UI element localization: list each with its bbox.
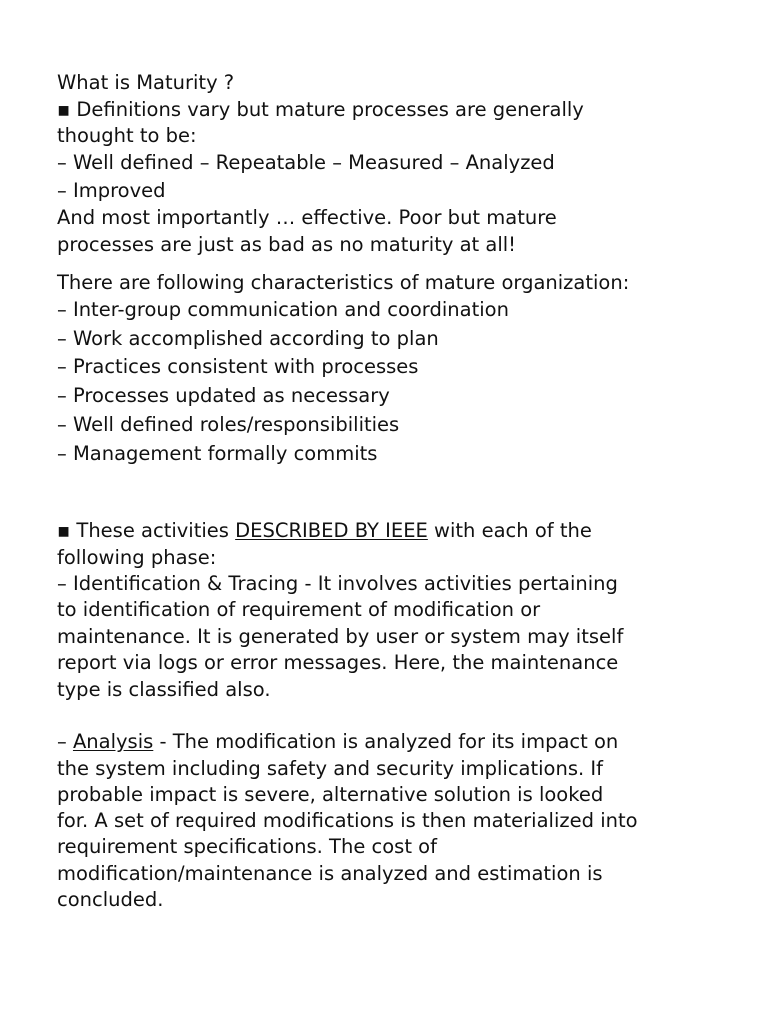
qualities-line-1: – Well defined – Repeatable – Measured – Analyzed (57, 151, 555, 174)
analysis-link[interactable]: Analysis (72, 730, 154, 753)
characteristic-item: – Management formally commits (57, 442, 378, 465)
identification-line: – Identification & Tracing - It involves activities pertaining (57, 572, 618, 595)
analysis-line: concluded. (57, 888, 164, 911)
analysis-line: the system including safety and security implications. If (57, 757, 604, 780)
note-line-1: And most importantly … effective. Poor but mature (57, 206, 557, 229)
analysis-line: requirement specifications. The cost of (57, 835, 437, 858)
qualities-line-2: – Improved (57, 179, 166, 202)
analysis-line: probable impact is severe, alternative solution is looked (57, 783, 604, 806)
ieee-line-1-prefix: ▪ These activities (57, 519, 236, 542)
characteristic-item: – Inter-group communication and coordination (57, 298, 509, 321)
ieee-line-1 (57, 521, 592, 541)
characteristic-item: – Processes updated as necessary (57, 384, 390, 407)
characteristic-item: – Practices consistent with processes (57, 355, 419, 378)
analysis-prefix: – (57, 730, 73, 753)
identification-line: type is classified also. (57, 678, 271, 701)
analysis-line: modification/maintenance is analyzed and estimation is (57, 862, 603, 885)
identification-line: to identification of requirement of modification or (57, 598, 541, 621)
analysis-line-1-suffix: - The modification is analyzed for its impact on (153, 730, 619, 753)
characteristic-item: – Work accomplished according to plan (57, 327, 439, 350)
definition-line-1: ▪ Definitions vary but mature processes are generally (57, 98, 584, 121)
identification-line: maintenance. It is generated by user or system may itself (57, 625, 624, 648)
note-line-2: processes are just as bad as no maturity at all! (57, 233, 516, 256)
heading-what-is-maturity: What is Maturity ? (57, 71, 235, 94)
identification-line: report via logs or error messages. Here, the maintenance (57, 651, 619, 674)
analysis-line: for. A set of required modifications is then materialized into (57, 809, 638, 832)
definition-line-2: thought to be: (57, 124, 197, 147)
characteristic-item: – Well defined roles/responsibilities (57, 413, 400, 436)
ieee-line-2: following phase: (57, 546, 217, 569)
ieee-line-1-suffix: with each of the (427, 519, 592, 542)
described-by-ieee-link[interactable]: DESCRIBED BY IEEE (235, 519, 428, 542)
characteristics-intro: There are following characteristics of mature organization: (57, 271, 630, 294)
analysis-line-1 (57, 732, 618, 752)
